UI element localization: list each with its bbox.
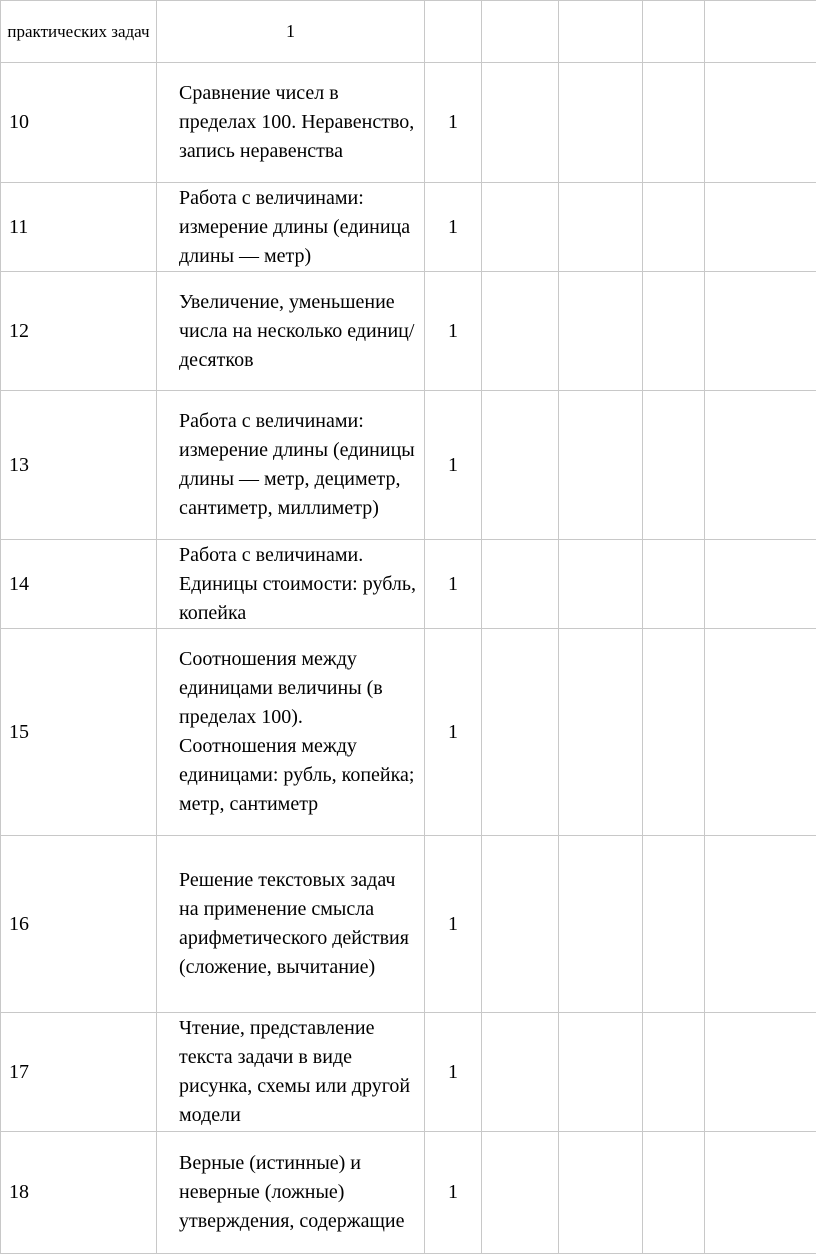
row-number-cell: 17 [1, 1013, 157, 1132]
empty-cell [643, 629, 705, 836]
topic-cell: Сравнение чисел в пределах 100. Неравенство, запись неравенства [157, 63, 425, 183]
hours-cell: 1 [425, 540, 482, 629]
empty-cell [705, 629, 816, 836]
topic-cell: Верные (истинные) и неверные (ложные) утверждения, содержащие [157, 1132, 425, 1254]
empty-cell [705, 1013, 816, 1132]
empty-cell [425, 1, 482, 63]
empty-cell [643, 1132, 705, 1254]
hours-cell: 1 [425, 391, 482, 540]
empty-cell [482, 540, 559, 629]
empty-cell [482, 1013, 559, 1132]
table-row [1, 540, 816, 629]
row-number-cell: 15 [1, 629, 157, 836]
empty-cell [705, 1, 816, 63]
topic-cell: практических задач [1, 1, 157, 63]
empty-cell [559, 1013, 643, 1132]
row-number-cell: 16 [1, 836, 157, 1013]
empty-cell [705, 836, 816, 1013]
empty-cell [559, 629, 643, 836]
empty-cell [482, 183, 559, 272]
topic-cell: Работа с величинами: измерение длины (единицы длины — метр, дециметр, сантиметр, миллиметр) [157, 391, 425, 540]
empty-cell [643, 836, 705, 1013]
empty-cell [559, 1132, 643, 1254]
topic-cell: Работа с величинами. Единицы стоимости: рубль, копейка [157, 540, 425, 629]
lesson-plan-table-body [0, 62, 816, 1254]
row-number-cell: 18 [1, 1132, 157, 1254]
hours-cell: 1 [425, 272, 482, 391]
empty-cell [559, 1, 643, 63]
hours-cell: 1 [425, 63, 482, 183]
empty-cell [482, 836, 559, 1013]
hours-cell: 1 [425, 836, 482, 1013]
table-row [1, 272, 816, 391]
hours-cell: 1 [157, 1, 425, 63]
table-row [1, 183, 816, 272]
topic-cell: Увеличение, уменьшение числа на несколько единиц/десятков [157, 272, 425, 391]
empty-cell [705, 540, 816, 629]
empty-cell [559, 272, 643, 391]
topic-cell: Чтение, представление текста задачи в виде рисунка, схемы или другой модели [157, 1013, 425, 1132]
empty-cell [643, 183, 705, 272]
hours-cell: 1 [425, 629, 482, 836]
topic-cell: Соотношения между единицами величины (в пределах 100). Соотношения между единицами: рубль, копейка; метр, сантиметр [157, 629, 425, 836]
empty-cell [559, 183, 643, 272]
table-row-continued [1, 1, 816, 63]
empty-cell [482, 1132, 559, 1254]
table-row [1, 63, 816, 183]
hours-cell: 1 [425, 1013, 482, 1132]
row-number-cell: 11 [1, 183, 157, 272]
hours-cell: 1 [425, 183, 482, 272]
empty-cell [482, 629, 559, 836]
table-row [1, 391, 816, 540]
table-row [1, 629, 816, 836]
empty-cell [643, 1013, 705, 1132]
empty-cell [643, 63, 705, 183]
empty-cell [705, 272, 816, 391]
empty-cell [705, 1132, 816, 1254]
empty-cell [482, 391, 559, 540]
empty-cell [705, 183, 816, 272]
empty-cell [643, 540, 705, 629]
empty-cell [482, 1, 559, 63]
empty-cell [643, 1, 705, 63]
table-row [1, 836, 816, 1013]
empty-cell [643, 391, 705, 540]
empty-cell [559, 540, 643, 629]
empty-cell [705, 391, 816, 540]
empty-cell [643, 272, 705, 391]
topic-cell: Работа с величинами: измерение длины (единица длины — метр) [157, 183, 425, 272]
topic-cell: Решение текстовых задач на применение смысла арифметического действия (сложение, вычитание) [157, 836, 425, 1013]
table-row [1, 1013, 816, 1132]
empty-cell [559, 391, 643, 540]
hours-cell: 1 [425, 1132, 482, 1254]
empty-cell [705, 63, 816, 183]
lesson-plan-table [0, 0, 816, 63]
row-number-cell: 14 [1, 540, 157, 629]
empty-cell [559, 836, 643, 1013]
row-number-cell: 12 [1, 272, 157, 391]
empty-cell [482, 63, 559, 183]
empty-cell [559, 63, 643, 183]
row-number-cell: 13 [1, 391, 157, 540]
empty-cell [482, 272, 559, 391]
row-number-cell: 10 [1, 63, 157, 183]
table-row [1, 1132, 816, 1254]
